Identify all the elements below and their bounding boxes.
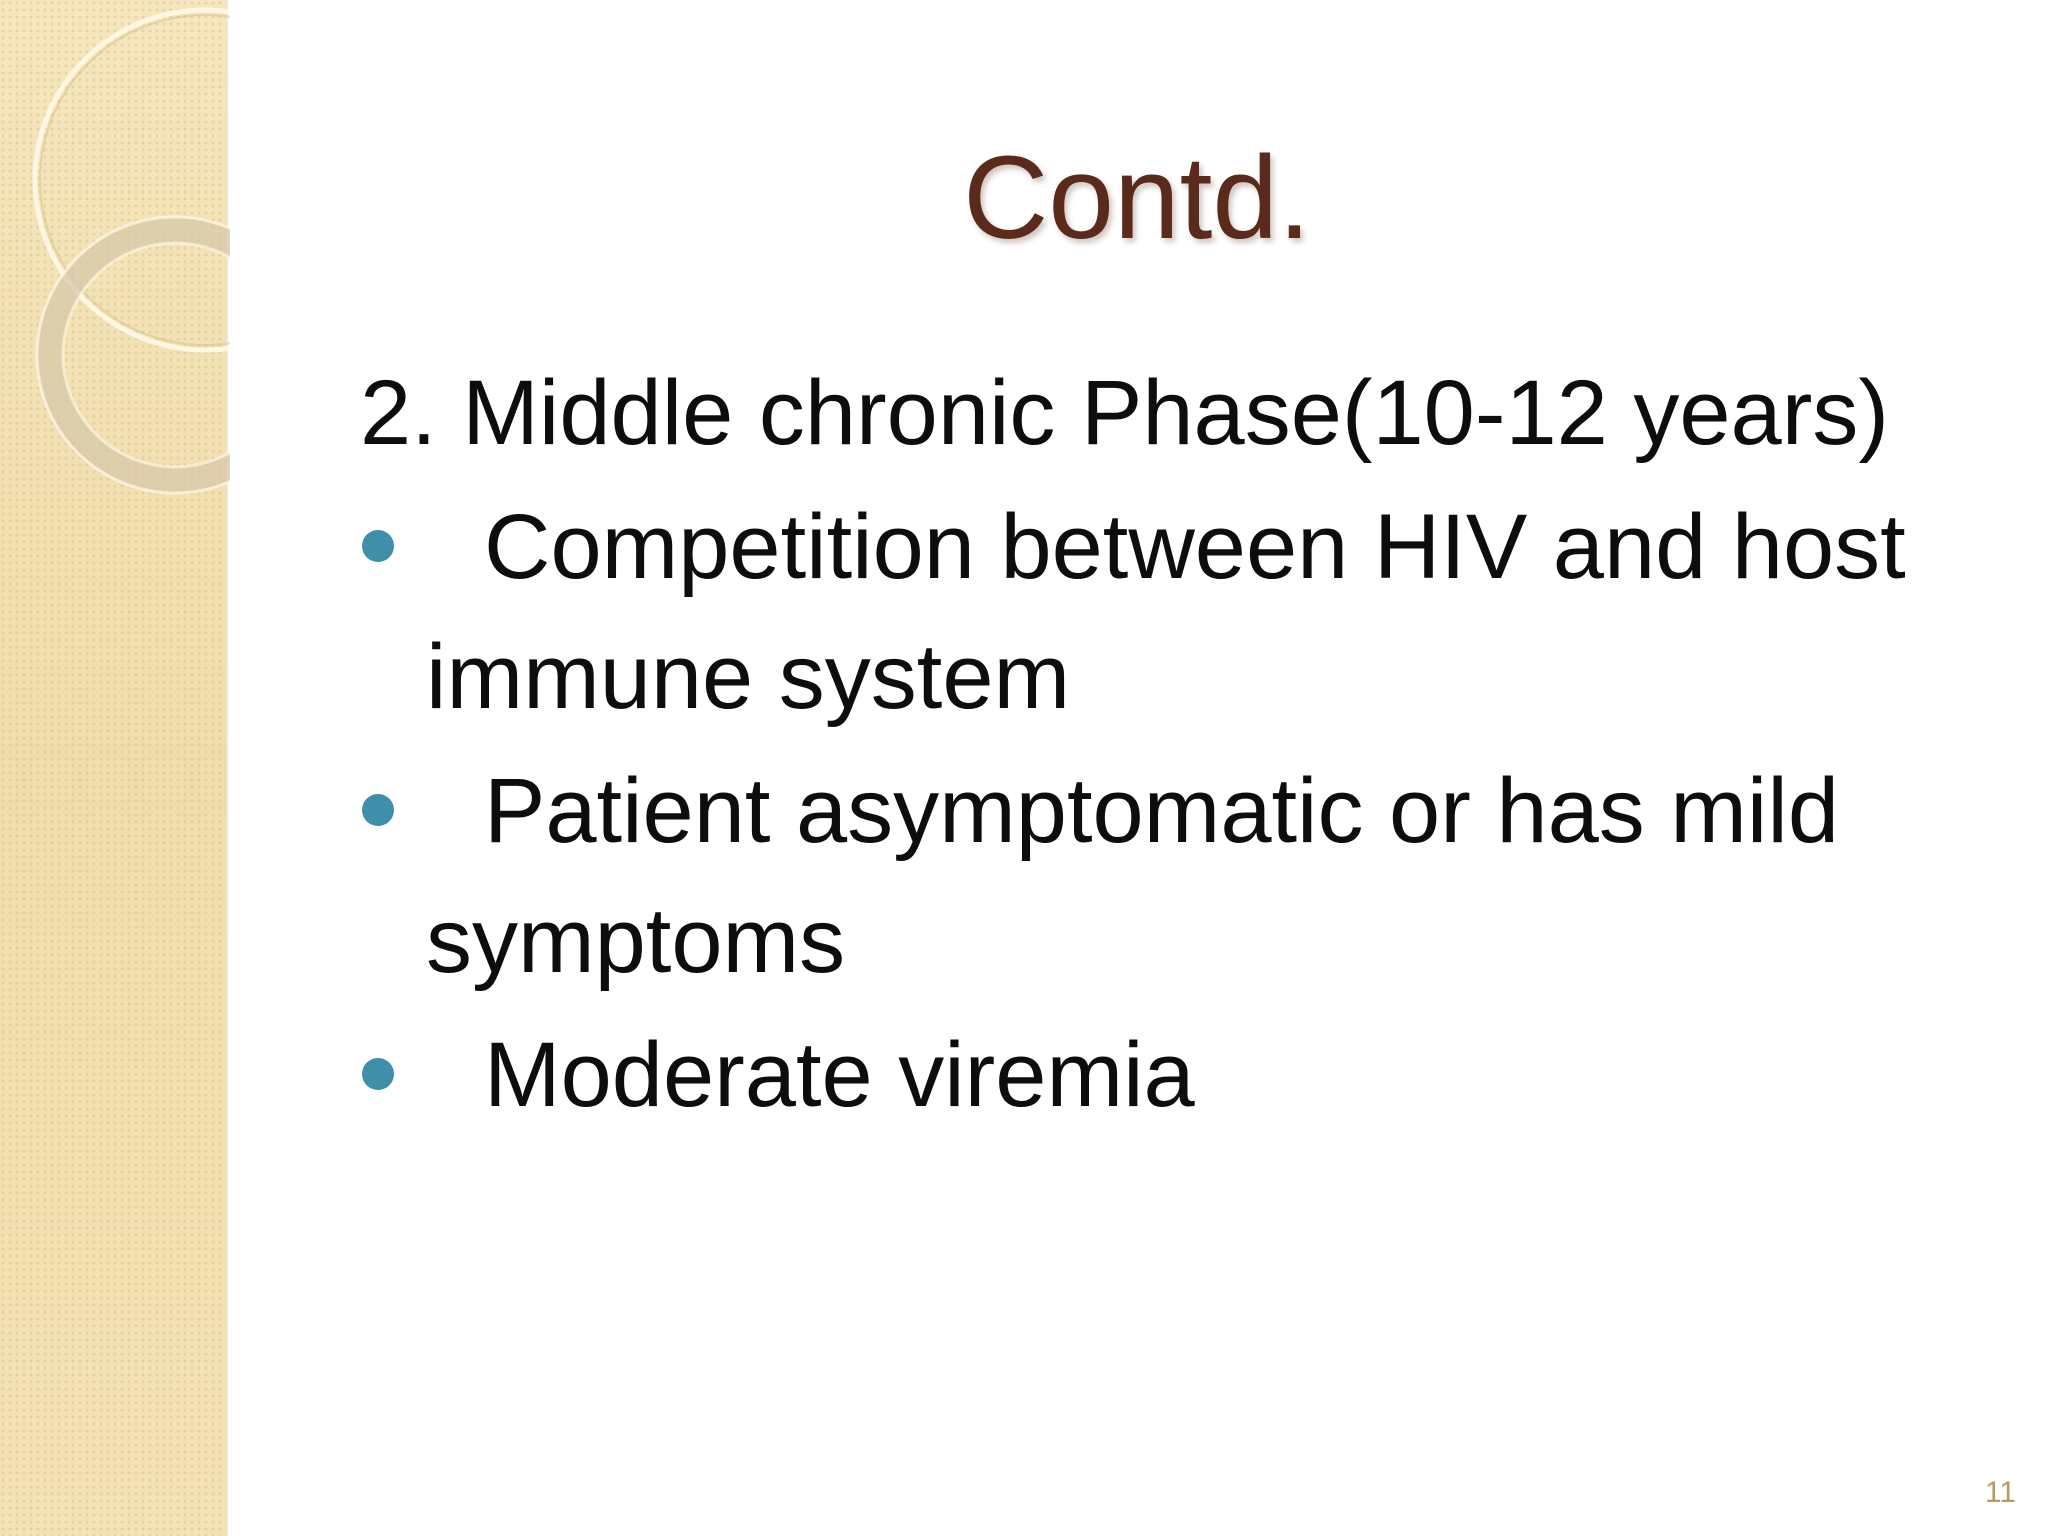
bullet-dot-icon [362, 1058, 394, 1090]
bullet-text: Moderate viremia [484, 1024, 1195, 1126]
bullet-text: Patient asymptomatic or has mild symptoms [426, 760, 1891, 992]
phase-heading: 2. Middle chronic Phase(10-12 years) [360, 362, 1889, 464]
slide-body [360, 348, 1920, 1144]
slide-title: Contd. [963, 132, 1311, 264]
bullet-item [360, 482, 1920, 742]
bullet-item [360, 746, 1920, 1006]
bullet-dot-icon [362, 794, 394, 826]
bullet-dot-icon [362, 530, 394, 562]
bullet-text: Competition between HIV and host immune system [426, 496, 1906, 728]
bullet-item [360, 1010, 1920, 1140]
page-number: 11 [1984, 1476, 2016, 1509]
decorative-rings [0, 0, 230, 520]
